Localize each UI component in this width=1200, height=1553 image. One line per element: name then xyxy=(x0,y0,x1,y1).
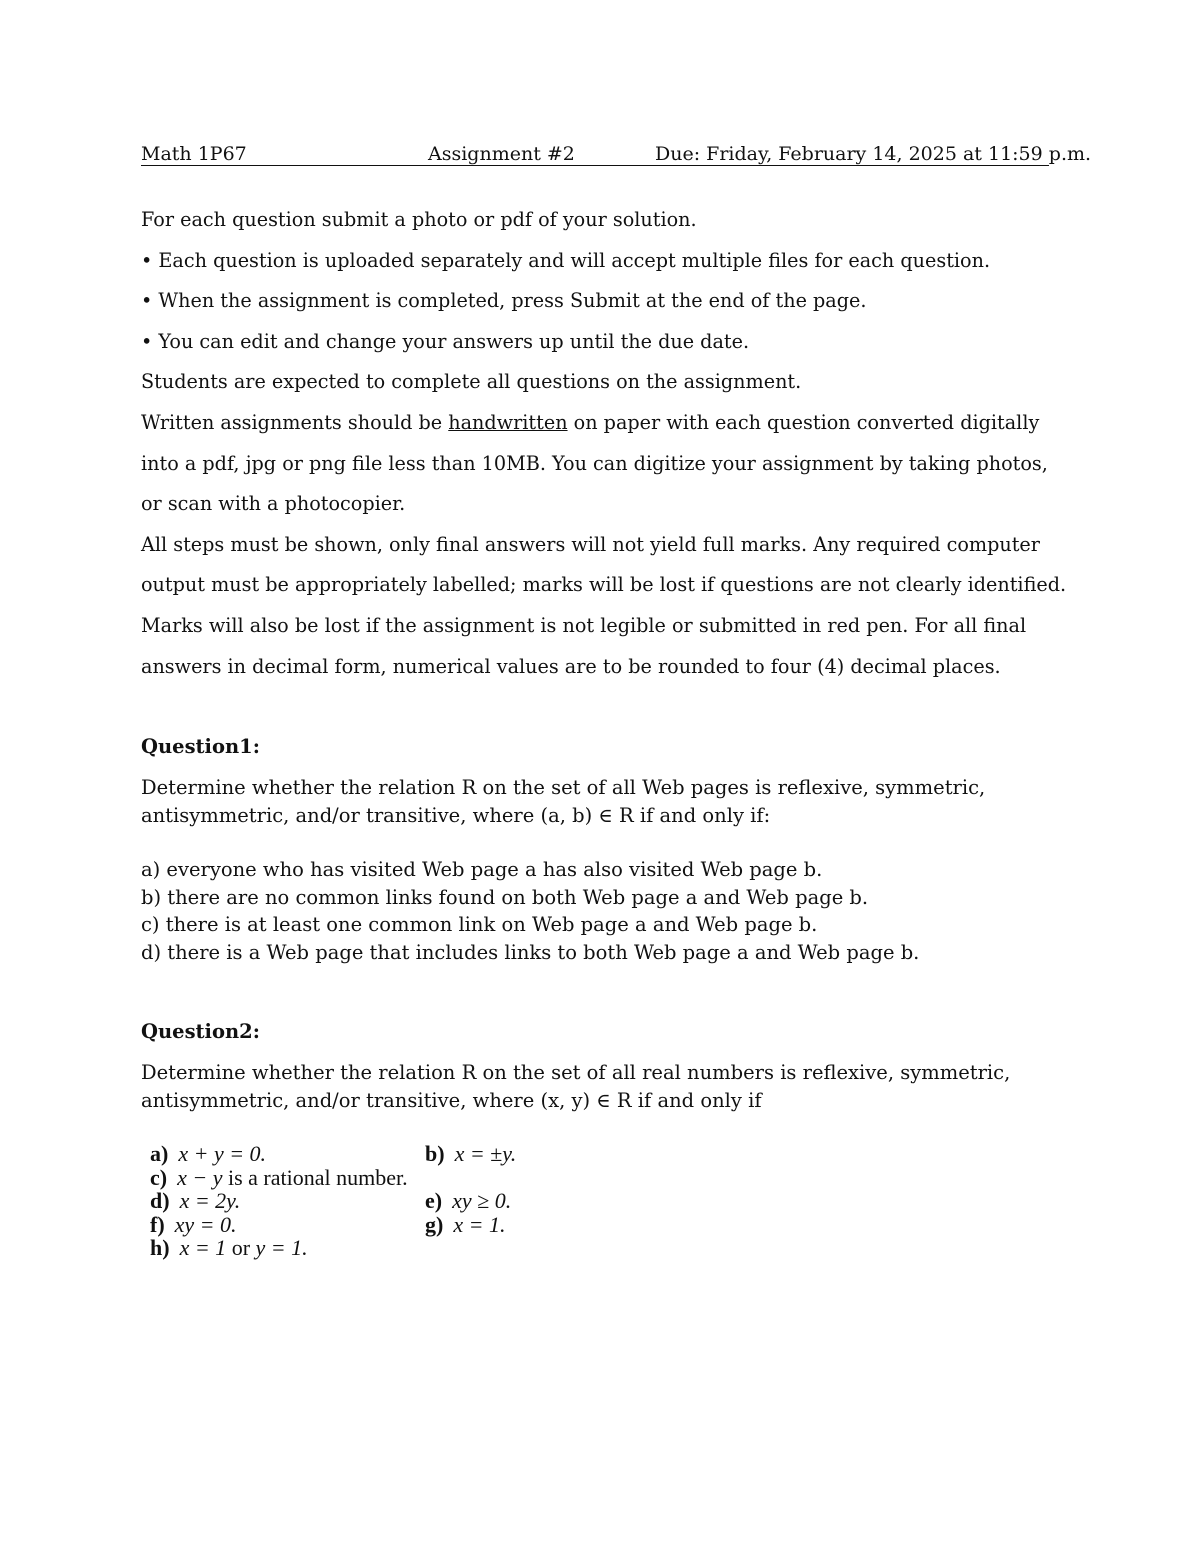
handwritten-emphasis: handwritten xyxy=(448,410,568,434)
part-expression: x = 1 xyxy=(179,1235,227,1260)
math-row xyxy=(150,1189,570,1213)
written-requirement xyxy=(141,403,1071,525)
part-expression: x − y xyxy=(177,1164,223,1190)
part-expression: y = 1. xyxy=(255,1235,308,1260)
part-expression: xy ≥ 0. xyxy=(452,1188,512,1213)
part-label: c) xyxy=(150,1164,168,1190)
part-label: e) xyxy=(425,1188,443,1213)
assignment-number: Assignment #2 xyxy=(428,143,575,165)
instruction-bullet: • Each question is uploaded separately and will accept multiple files for each question. xyxy=(141,248,991,272)
due-date: Due: Friday, February 14, 2025 at 11:59 p.m. xyxy=(655,143,1092,165)
part-label: a) xyxy=(150,1141,169,1166)
question2-title: Question2: xyxy=(141,1020,260,1043)
part-label: h) xyxy=(150,1235,170,1260)
instruction-bullet: • You can edit and change your answers up until the due date. xyxy=(141,329,750,353)
question1-parts xyxy=(141,856,1071,966)
part-expression: x + y = 0. xyxy=(178,1141,267,1166)
expectation-line: Students are expected to complete all questions on the assignment. xyxy=(141,370,802,394)
math-row xyxy=(150,1213,570,1237)
part-text: or xyxy=(226,1235,256,1260)
part-expression: x = 1. xyxy=(453,1211,506,1237)
math-row xyxy=(150,1142,570,1166)
question1-title: Question1: xyxy=(141,735,260,758)
part-h xyxy=(150,1236,308,1260)
written-text: Written assignments should be xyxy=(141,410,449,434)
part-text: is a rational number. xyxy=(222,1164,408,1190)
part-d xyxy=(150,1189,240,1213)
part-label: b) xyxy=(425,1141,445,1166)
part-e xyxy=(425,1189,511,1213)
list-item: c) there is at least one common link on Web page a and Web page b. xyxy=(141,913,818,936)
part-expression: x = ±y. xyxy=(454,1141,517,1166)
part-a xyxy=(150,1142,266,1166)
question1-prompt xyxy=(141,774,1071,830)
written-text-cont: on paper with each question converted digitally into a pdf, jpg or png file less than 10MB. You can digitize your assignment by taking photos, or scan with a photocopier. xyxy=(141,410,1048,516)
question2-prompt xyxy=(141,1059,1071,1115)
instructions xyxy=(141,200,1071,687)
math-row xyxy=(150,1236,570,1260)
part-c xyxy=(150,1166,408,1190)
course-code: Math 1P67 xyxy=(141,143,247,165)
part-expression: x = 2y. xyxy=(179,1188,241,1213)
question2-parts xyxy=(150,1142,570,1260)
instruction-line: For each question submit a photo or pdf of your solution. xyxy=(141,208,697,231)
list-item: a) everyone who has visited Web page a has also visited Web page b. xyxy=(141,858,823,881)
part-expression: xy = 0. xyxy=(174,1211,237,1237)
list-item: b) there are no common links found on both Web page a and Web page b. xyxy=(141,885,869,909)
part-label: g) xyxy=(425,1211,444,1237)
math-row xyxy=(150,1166,570,1190)
instruction-bullet: • When the assignment is completed, press Submit at the end of the page. xyxy=(141,289,867,313)
part-label: f) xyxy=(150,1211,165,1237)
document-header xyxy=(141,143,1092,166)
question2-prompt-text: Determine whether the relation R on the set of all real numbers is reflexive, symmetric, antisymmetric, and/or transitive, where (x, y) ∈ R if and only if xyxy=(141,1061,1011,1112)
marking-policy: All steps must be shown, only final answers will not yield full marks. Any required computer output must be appropriately labelled; marks will be lost if questions are not clearly identified. Marks will also be lost if the assignment is not legible or submitted in red pen. For all final answers in decimal form, numerical values are to be rounded to four (4) decimal places. xyxy=(141,532,1067,678)
part-label: d) xyxy=(150,1188,170,1213)
part-g xyxy=(425,1213,505,1237)
question1-prompt-text: Determine whether the relation R on the set of all Web pages is reflexive, symmetric, antisymmetric, and/or transitive, where (a, b) ∈ R if and only if: xyxy=(141,776,986,827)
part-b xyxy=(425,1142,516,1166)
part-f xyxy=(150,1213,237,1237)
list-item: d) there is a Web page that includes links to both Web page a and Web page b. xyxy=(141,940,920,964)
